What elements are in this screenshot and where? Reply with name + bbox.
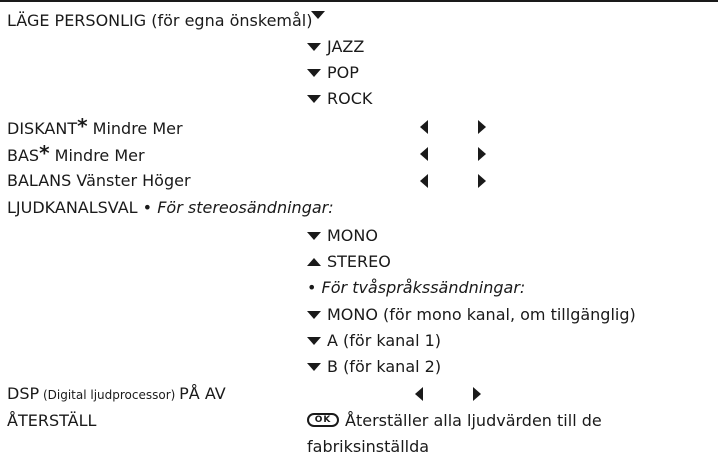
triangle-down-icon (307, 232, 321, 240)
option-jazz (307, 34, 364, 60)
reset-description (307, 408, 707, 460)
triangle-down-icon (307, 69, 321, 77)
option-mono-bilingual-label: MONO (för mono kanal, om tillgänglig) (327, 305, 636, 324)
row-bass (0, 141, 718, 167)
mode-arrow (311, 2, 331, 28)
option-mono (307, 223, 378, 249)
triangle-right-icon (478, 174, 486, 188)
bass-star: * (39, 141, 50, 165)
reset-text-line2: fabriksinställda (307, 437, 430, 456)
triangle-right-icon (478, 147, 486, 161)
triangle-left-icon (420, 147, 428, 161)
option-channel-b (307, 354, 441, 380)
row-channel (0, 195, 718, 221)
row-reset (0, 408, 718, 456)
channel-label (7, 195, 334, 221)
triangle-down-icon (307, 311, 321, 319)
row-jazz (0, 34, 718, 60)
option-channel-a-label: A (för kanal 1) (327, 331, 442, 350)
treble-label (7, 114, 183, 142)
triangle-down-icon (307, 363, 321, 371)
option-mono-label: MONO (327, 226, 378, 245)
triangle-right-icon (478, 120, 486, 134)
row-pop (0, 60, 718, 86)
option-stereo (307, 249, 391, 275)
option-mono-bilingual (307, 302, 636, 328)
triangle-down-icon (307, 337, 321, 345)
option-stereo-label: STEREO (327, 252, 391, 271)
row-chan-a (0, 328, 718, 354)
option-channel-a (307, 328, 441, 354)
triangle-right-icon (473, 387, 481, 401)
row-dsp (0, 381, 718, 407)
row-rock (0, 86, 718, 112)
dsp-label (7, 381, 226, 408)
triangle-up-icon (307, 258, 321, 266)
reset-text-line1: Återställer alla ljudvärden till de (345, 411, 602, 430)
triangle-left-icon (420, 120, 428, 134)
row-treble (0, 114, 718, 140)
dsp-arrows (415, 387, 485, 401)
top-rule (0, 0, 718, 2)
option-rock (307, 86, 372, 112)
bilingual-bullet: • (307, 278, 322, 297)
reset-label: ÅTERSTÄLL (7, 411, 97, 430)
bilingual-text: För tvåspråkssändningar: (321, 278, 526, 297)
triangle-down-icon (307, 43, 321, 51)
bass-name: BAS (7, 146, 40, 165)
option-pop (307, 60, 359, 86)
triangle-down-icon (311, 11, 325, 19)
balance-arrows (420, 174, 490, 188)
dsp-name: DSP (7, 384, 40, 403)
balance-label: BALANS Vänster Höger (7, 171, 191, 190)
treble-star: * (77, 114, 88, 138)
triangle-left-icon (420, 174, 428, 188)
treble-range: Mindre Mer (92, 119, 183, 138)
option-pop-label: POP (327, 63, 359, 82)
option-channel-b-label: B (för kanal 2) (327, 357, 442, 376)
bilingual-note (307, 275, 525, 301)
triangle-left-icon (415, 387, 423, 401)
ok-button-icon: OK (307, 413, 339, 427)
triangle-down-icon (307, 95, 321, 103)
option-jazz-label: JAZZ (327, 37, 365, 56)
row-mono2 (0, 302, 718, 328)
row-bilingual (0, 275, 718, 301)
row-mono1 (0, 223, 718, 249)
option-rock-label: ROCK (327, 89, 373, 108)
row-mode (0, 8, 718, 34)
dsp-subtitle: (Digital ljudprocessor) (39, 388, 180, 402)
channel-name: LJUDKANALSVAL • (7, 198, 158, 217)
bass-arrows (420, 147, 490, 161)
channel-note: För stereosändningar: (157, 198, 334, 217)
mode-label: LÄGE PERSONLIG (för egna önskemål) (7, 11, 313, 30)
dsp-range: PÅ AV (179, 384, 226, 403)
bass-range: Mindre Mer (54, 146, 145, 165)
row-chan-b (0, 354, 718, 380)
treble-arrows (420, 120, 490, 134)
row-balance (0, 168, 718, 194)
bass-label (7, 141, 145, 169)
row-stereo (0, 249, 718, 275)
treble-name: DISKANT (7, 119, 78, 138)
